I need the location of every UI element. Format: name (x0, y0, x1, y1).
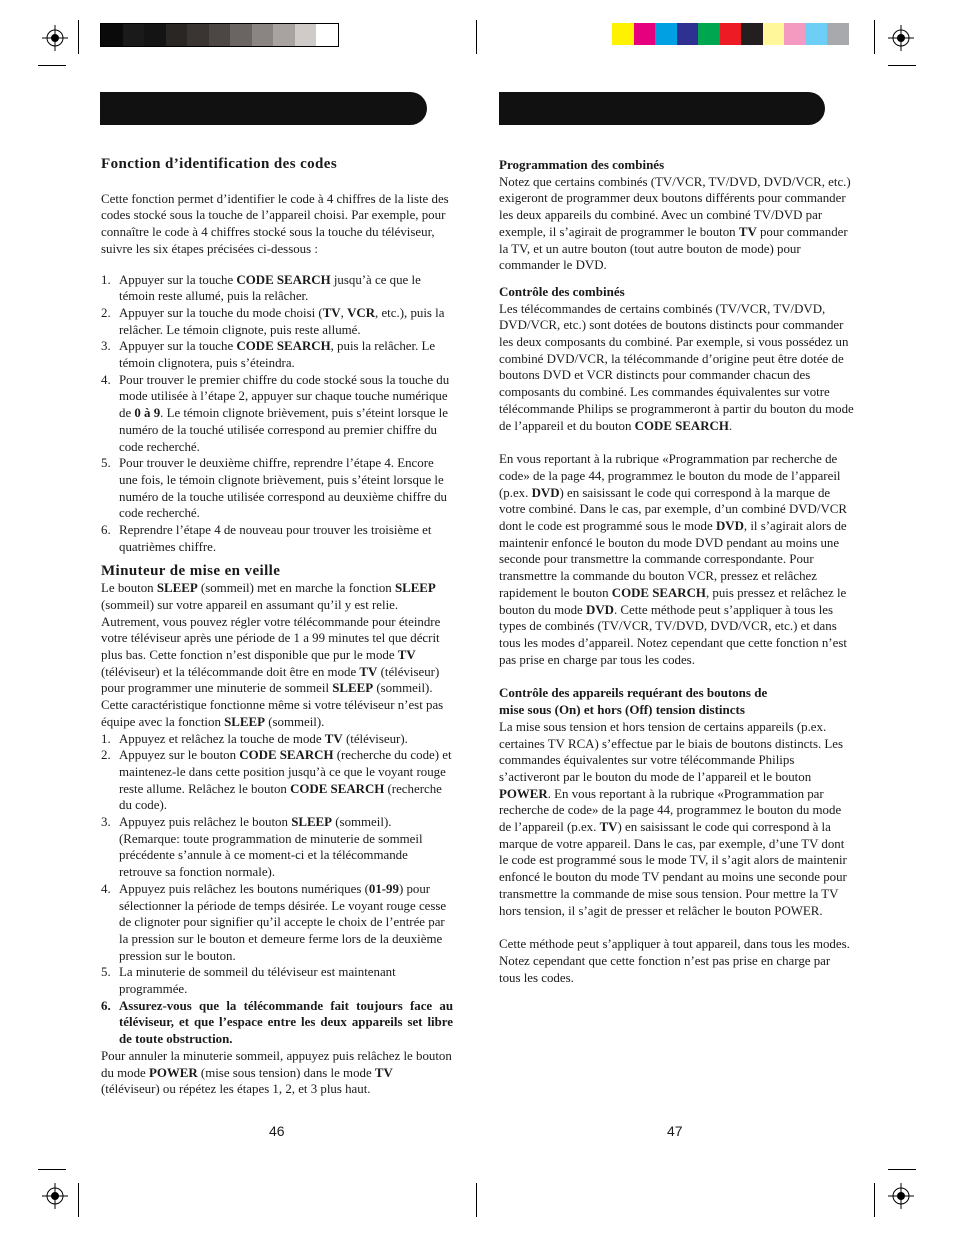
bold-text-run: DVD (531, 485, 560, 500)
step-number: 2. (101, 748, 111, 763)
text-run: (sommeil). Cette caractéristique fonctionne même si votre téléviseur n’est pas équipe avec la fonction (101, 681, 444, 729)
bold-text-run: SLEEP (224, 714, 265, 729)
text-run: En vous reportant à la rubrique «Programmation par recherche de code» de la page 44, programmez le bouton du mode de l’appareil (p.ex. (499, 452, 841, 500)
right-column (499, 157, 854, 986)
step-number: 1. (101, 272, 111, 287)
gray-swatch (252, 24, 274, 46)
text-run: (téléviseur). (342, 731, 408, 746)
step-number: 6. (101, 998, 111, 1013)
color-swatch (720, 23, 742, 45)
bold-text-run: TV (599, 820, 618, 835)
registration-mark-icon (888, 25, 914, 51)
text-run: La minuterie de sommeil du téléviseur est maintenant programmée. (119, 965, 396, 997)
separate-power-text (499, 719, 854, 919)
gray-swatch (230, 24, 252, 46)
page-number-left: 46 (269, 1123, 285, 1139)
text-run: ) pour sélectionner la période de temps désirée. Le voyant rouge cesse de clignoter pour signifier qu’il accepte le choix de l’entrée par la pression sur le bouton et demeure ferme lors de la deuxième pression sur le bouton. (119, 881, 447, 963)
bold-text-run: SLEEP (394, 581, 436, 596)
combo-programming-heading: Programmation des combinés (499, 157, 665, 172)
text-run: Le bouton (101, 581, 157, 596)
step-number: 4. (101, 372, 111, 387)
text-run: La mise sous tension et hors tension de certains appareils (p.ex. certaines TV RCA) s’effectue par le biais de boutons distincts. Les commandes équivalentes sur votre télécommande Philips s’activeront par le bouton du mode de l’appareil et le bouton (499, 719, 844, 784)
bold-text-run: TV (738, 224, 757, 239)
bold-text-run: CODE SEARCH (634, 418, 729, 433)
crop-mark (38, 65, 66, 66)
text-run: (sommeil) sur votre appareil en assumant qu’il y est relie. Autrement, vous pouvez régler votre télécommande pour éteindre votre téléviseur après une période de 1 a 99 minutes tel que décrit plus bas. Cette fonction n’est disponible que pur le mode (101, 597, 441, 662)
gray-swatch (273, 24, 295, 46)
bold-text-run: TV (374, 1065, 393, 1080)
bold-text-run: CODE SEARCH (236, 272, 331, 287)
bold-text-run: CODE SEARCH (611, 585, 706, 600)
text-run: (téléviseur) pour programmer une minuterie de sommeil (101, 664, 440, 696)
combo-programming-text (499, 174, 854, 274)
color-swatch (827, 23, 849, 45)
code-identification-steps (101, 272, 453, 556)
text-run: , etc.), puis la relâcher. Le témoin clignote, puis reste allumé. (119, 305, 445, 337)
text-run: . Cette méthode peut s’appliquer à tous les types de combinés (TV/VCR, TV/DVD, DVD/VCR, etc.) et dans tous les modes d’appareil. Notez cependant que cette fonction n’est pas prise en charge par tous les codes. (499, 602, 847, 667)
method-note-text: Cette méthode peut s’appliquer à tout appareil, dans tous les modes. Notez cependant que cette fonction n’est pas prise en charge par tous les codes. (499, 937, 850, 985)
crop-mark (874, 1183, 875, 1217)
text-run: . (728, 418, 733, 433)
text-run: Pour trouver le deuxième chiffre, reprendre l’étape 4. Encore une fois, le témoin clignote brièvement, puis s’éteint lorsque le numéro de la touche utilisée correspond au deuxième chiffre du code recherché. (119, 456, 447, 521)
step-number: 2. (101, 305, 111, 320)
color-swatch (806, 23, 828, 45)
bold-text-run: CODE SEARCH (239, 748, 334, 763)
crop-mark (38, 1169, 66, 1170)
list-item (101, 731, 453, 748)
bold-text-run: TV (397, 647, 416, 662)
color-swatch (698, 23, 720, 45)
gray-swatch (101, 24, 123, 46)
code-identification-heading: Fonction d’identification des codes (101, 156, 338, 172)
crop-mark (78, 1183, 79, 1217)
sleep-timer-steps (101, 731, 453, 1048)
registration-mark-icon (888, 1183, 914, 1209)
text-run: . En vous reportant à la rubrique «Programmation par recherche de code» de la page 44, programmez le bouton du mode de l’appareil (p.ex. (499, 786, 842, 835)
bold-text-run: DVD (586, 602, 614, 617)
color-swatch (763, 23, 785, 45)
text-run: (sommeil). (264, 714, 325, 729)
color-swatch (741, 23, 763, 45)
text-run: . Le témoin clignote brièvement, puis s’éteint lorsque le numéro de la touché utilisée correspond au premier chiffre du code recherché. (119, 406, 448, 454)
sleep-timer-cancel-text (101, 1048, 453, 1098)
text-run: Reprendre l’étape 4 de nouveau pour trouver les troisième et quatrièmes chiffre. (119, 523, 432, 554)
step-number: 5. (101, 456, 111, 471)
step-number: 3. (101, 815, 111, 830)
text-run: (sommeil) met en marche la fonction (197, 581, 395, 596)
text-run: (téléviseur) ou répétez les étapes 1, 2, et 3 plus haut. (101, 1082, 371, 1097)
list-item (101, 372, 453, 456)
list-item (101, 814, 453, 881)
bold-text-run: CODE SEARCH (290, 781, 385, 796)
text-run: (mise sous tension) dans le mode (197, 1065, 375, 1080)
gray-swatch (209, 24, 231, 46)
step-number: 1. (101, 731, 111, 746)
crop-mark (888, 65, 916, 66)
list-item (101, 522, 453, 555)
list-item (101, 998, 453, 1048)
list-item (101, 305, 453, 338)
crop-mark (874, 20, 875, 54)
color-swatch (634, 23, 656, 45)
text-run: (sommeil). (Remarque: toute programmation de minuterie de sommeil précédente s’annule à ce moment-ci et la télécommande retrouve sa fonction normale). (119, 815, 423, 880)
text-run: , puis la relâcher. Le témoin clignotera, puis s’éteindra. (119, 339, 436, 371)
color-swatch (677, 23, 699, 45)
gray-swatch (144, 24, 166, 46)
text-run: Appuyer sur la touche (119, 272, 237, 287)
text-run: Appuyez puis relâchez le bouton (119, 815, 292, 830)
text-run: , puis pressez et relâchez le bouton du mode (499, 585, 847, 617)
text-run: , il s’agirait alors de maintenir enfoncé le bouton du mode DVD pendant au moins une seconde pour transmettre la commande correspondante. Pour transmettre la commande du bouton VCR, pressez et relâchez rapidement le bouton (499, 519, 847, 600)
bold-text-run: VCR (347, 305, 376, 320)
text-run: Notez que certains combinés (TV/VCR, TV/DVD, DVD/VCR, etc.) exigeront de programmer deux boutons différents pour commander les deux appareils du combiné. Avec un combiné TV/DVD par exemple, il s’agirait de programmer le bouton (499, 174, 851, 239)
registration-mark-icon (42, 25, 68, 51)
bold-text-run: DVD (715, 519, 744, 534)
text-run: Appuyer sur la touche du mode choisi ( (119, 305, 323, 320)
step-number: 4. (101, 881, 111, 896)
bold-text-run: TV (324, 731, 343, 746)
sleep-timer-intro (101, 580, 453, 730)
gray-swatch (295, 24, 317, 46)
text-run: Appuyer sur la touche (119, 339, 237, 354)
text-run: Appuyez et relâchez la touche de mode (119, 731, 325, 746)
bold-text-run: POWER (499, 786, 548, 801)
bold-text-run: SLEEP (156, 581, 198, 596)
crop-mark (476, 1183, 477, 1217)
text-run: ) en saisissant le code qui correspond à la marque de votre appareil. Dans le cas, par exemple, d’une TV dont le code est programmé sous le mode TV, il s’agit alors de maintenir enfoncé le bouton du mode TV pendant au moins une seconde pour transmettre la commande de mise sous tension. Pour mettre la TV hors tension, il s’agit de presser et relâcher le bouton POWER. (499, 820, 847, 918)
step-number: 3. (101, 339, 111, 354)
bold-text-run: POWER (148, 1065, 198, 1080)
combo-control-text (499, 301, 854, 435)
crop-mark (888, 1169, 916, 1170)
crop-mark (78, 20, 79, 54)
left-column (101, 156, 453, 1098)
crop-mark (476, 20, 477, 54)
gray-swatch (166, 24, 188, 46)
combo-control-method-text (499, 451, 854, 668)
text-run: jusqu’à ce que le témoin reste allumé, puis la relâcher. (119, 272, 421, 304)
page-number-right: 47 (667, 1123, 683, 1139)
bold-text-run: CODE SEARCH (236, 339, 331, 354)
text-run: Pour trouver le premier chiffre du code stocké sous la touche du mode utilisée à l’étape 2, appuyer sur chaque touche numérique de (119, 372, 450, 421)
text-run: Les télécommandes de certains combinés (TV/VCR, TV/DVD, DVD/VCR, etc.) sont dotées de boutons distincts pour commander les deux composants du combiné. Par exemple, si vous possédez un combiné DVD/VCR, la télécommande d’origine peut être dotée de boutons DVD et VCR distincts pour commander chacun des composants du combiné. Les commandes équivalentes sur votre télécommande Philips se programmeront à partir du bouton du mode de l’appareil et du bouton (499, 301, 854, 433)
gray-swatch (316, 24, 338, 46)
separate-power-heading-line2: mise sous (On) et hors (Off) tension distincts (499, 702, 745, 718)
text-run: , (340, 305, 348, 320)
text-run: (téléviseur) et la télécommande doit être en mode (101, 664, 360, 679)
bold-text-run: Assurez-vous que la télécommande fait toujours face au téléviseur, et que l’espace entre les deux appareils set libre de toute obstruction. (119, 998, 453, 1047)
process-color-bar (612, 23, 849, 45)
text-run: ) en saisissant le code qui correspond à la marque de votre combiné. Dans le cas, par exemple, d’un combiné DVD/VCR dont le code est programmé sous le mode (499, 485, 847, 534)
registration-mark-icon (42, 1183, 68, 1209)
bold-text-run: 0 à 9 (134, 406, 161, 421)
separate-power-heading-line1: Contrôle des appareils requérant des boutons de (499, 685, 768, 701)
left-header-bar (100, 92, 427, 125)
sleep-timer-heading: Minuteur de mise en veille (101, 563, 281, 580)
bold-text-run: 01-99 (368, 881, 399, 896)
gray-swatch (187, 24, 209, 46)
color-swatch (612, 23, 634, 45)
step-number: 5. (101, 965, 111, 980)
bold-text-run: TV (359, 664, 378, 679)
text-run: (recherche du code) et maintenez-le dans cette position jusqu’à ce que le voyant rouge reste allume. Relâchez le bouton (119, 748, 452, 796)
code-identification-intro: Cette fonction permet d’identifier le code à 4 chiffres de la liste des codes stocké sous la touche de l’appareil choisi. Par exemple, pour connaître le code à 4 chiffres stocké sous la touche du téléviseur, suivre les six étapes précisées ci-dessous : (101, 191, 449, 256)
gray-swatch (123, 24, 145, 46)
text-run: Appuyez puis relâchez les boutons numériques ( (119, 881, 369, 896)
text-run: Pour annuler la minuterie sommeil, appuyez puis relâchez le bouton du mode (101, 1048, 452, 1080)
color-swatch (655, 23, 677, 45)
bold-text-run: SLEEP (291, 815, 333, 830)
text-run: (recherche du code). (119, 781, 442, 813)
list-item (101, 747, 453, 814)
grayscale-color-bar (100, 23, 339, 47)
text-run: Appuyez sur le bouton (119, 748, 240, 763)
combo-control-heading: Contrôle des combinés (499, 283, 625, 299)
list-item (101, 338, 453, 371)
color-swatch (784, 23, 806, 45)
right-header-bar (499, 92, 825, 125)
list-item (101, 964, 453, 997)
list-item (101, 455, 453, 522)
step-number: 6. (101, 523, 111, 538)
list-item (101, 272, 453, 305)
bold-text-run: SLEEP (332, 681, 374, 696)
text-run: pour commander la TV, et un autre bouton (tout autre bouton de mode) pour commander le DVD. (499, 224, 848, 273)
bold-text-run: TV (322, 305, 341, 320)
list-item (101, 881, 453, 965)
